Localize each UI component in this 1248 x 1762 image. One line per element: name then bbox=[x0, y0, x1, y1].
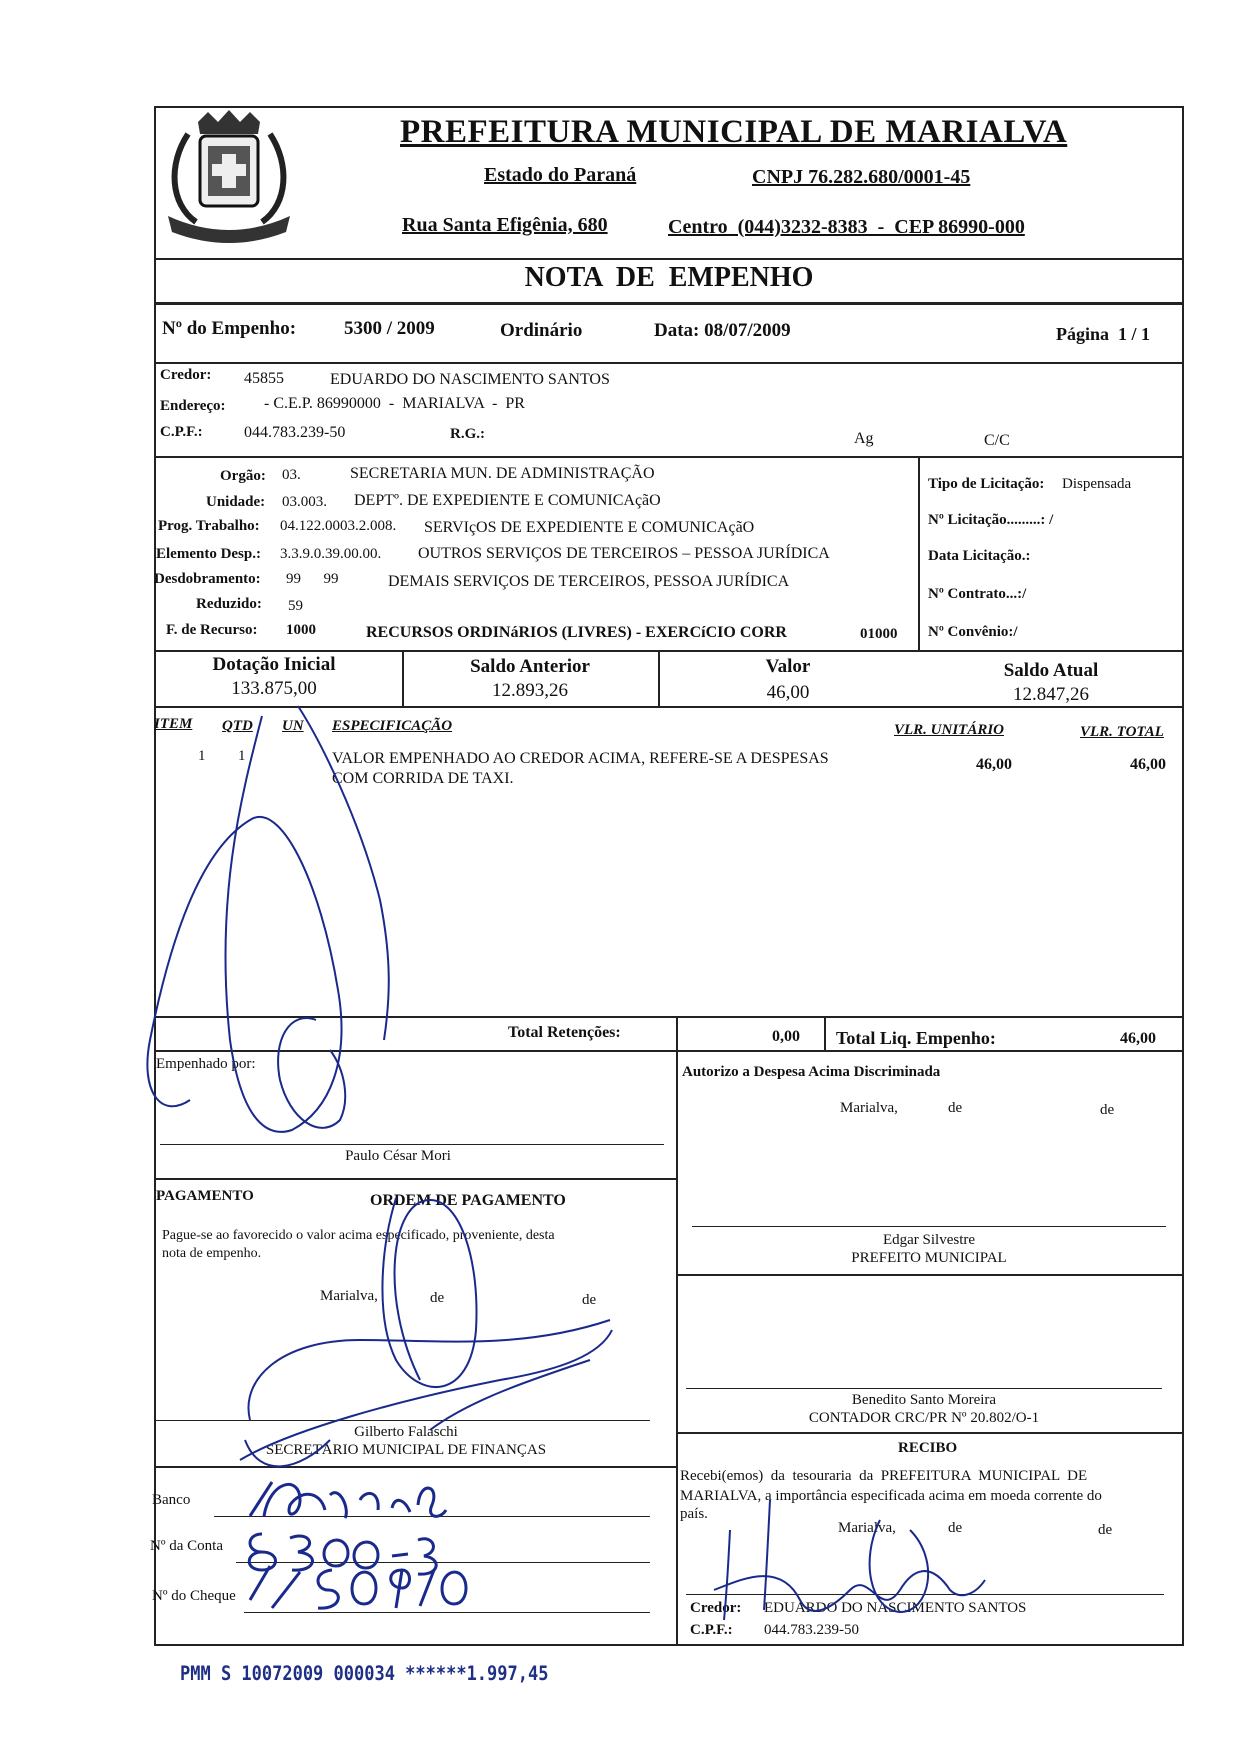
payment-text-line1: Pague-se ao favorecido o valor acima especificado, proveniente, desta bbox=[162, 1228, 555, 1243]
net-total-label: Total Liq. Empenho: bbox=[836, 1028, 996, 1048]
previous-balance-value: 12.893,26 bbox=[492, 680, 568, 701]
mayor-name: Edgar Silvestre bbox=[882, 1232, 976, 1248]
credor-cpf: 044.783.239-50 bbox=[244, 424, 346, 441]
desdobramento-name: DEMAIS SERVIÇOS DE TERCEIROS, PESSOA JURÍDICA bbox=[388, 573, 790, 590]
items-col-un: UN bbox=[282, 718, 304, 734]
logo-banner-text: MARIALVA bbox=[205, 212, 255, 228]
current-balance-label: Saldo Atual bbox=[1003, 660, 1099, 681]
current-balance-value: 12.847,26 bbox=[1013, 684, 1089, 705]
committed-by-name: Paulo César Mori bbox=[345, 1148, 451, 1164]
municipal-coat-of-arms-logo bbox=[158, 104, 300, 252]
payment-order-label: ORDEM DE PAGAMENTO bbox=[370, 1192, 566, 1209]
contract-number: Nº Contrato...:/ bbox=[928, 586, 1027, 602]
items-col-spec: ESPECIFICAÇÃO bbox=[332, 718, 453, 734]
item-quantity: 1 bbox=[238, 748, 246, 764]
empenho-type: Ordinário bbox=[500, 320, 583, 341]
address-field-label: Endereço: bbox=[160, 398, 226, 414]
elemento-code: 3.3.9.0.39.00.00. bbox=[280, 546, 382, 562]
receipt-title: RECIBO bbox=[898, 1440, 958, 1456]
credor-label: Credor: bbox=[160, 367, 212, 383]
licitacao-number: Nº Licitação.........: / bbox=[928, 512, 1054, 528]
receipt-creditor-label: Credor: bbox=[690, 1600, 742, 1616]
desdobramento-label: Desdobramento: bbox=[154, 571, 261, 587]
items-col-qtd: QTD bbox=[222, 718, 253, 734]
document-title: NOTA DE EMPENHO bbox=[524, 262, 814, 293]
item-number: 1 bbox=[198, 748, 206, 764]
initial-allocation-value: 133.875,00 bbox=[231, 678, 317, 699]
receipt-text-line3: país. bbox=[680, 1506, 708, 1522]
recurso-label: F. de Recurso: bbox=[166, 622, 258, 638]
licitacao-type-value: Dispensada bbox=[1062, 476, 1132, 492]
receipt-text-line1: Recebi(emos) da tesouraria da PREFEITURA MUNICIPAL DE bbox=[680, 1468, 1088, 1484]
payment-de-1: de bbox=[430, 1290, 445, 1306]
total-retentions-value: 0,00 bbox=[772, 1028, 800, 1045]
receipt-de-2: de bbox=[1098, 1522, 1113, 1538]
items-col-total-value: VLR. TOTAL bbox=[1080, 724, 1164, 740]
receipt-text-line2: MARIALVA, a importância especificada acima em moeda corrente do bbox=[680, 1488, 1102, 1504]
state-label: Estado do Paraná bbox=[484, 164, 637, 186]
orgao-code: 03. bbox=[282, 467, 301, 483]
authorize-place: Marialva, bbox=[840, 1100, 898, 1116]
item-spec-line1: VALOR EMPENHADO AO CREDOR ACIMA, REFERE-SE A DESPESAS bbox=[332, 750, 829, 767]
licitacao-date: Data Licitação.: bbox=[928, 548, 1031, 564]
unidade-name: DEPTº. DE EXPEDIENTE E COMUNICAçãO bbox=[354, 492, 661, 509]
recurso-code: 1000 bbox=[286, 622, 316, 638]
agency-label: Ag bbox=[854, 430, 874, 447]
finance-secretary-name: Gilberto Falaschi bbox=[354, 1424, 458, 1440]
previous-balance-label: Saldo Anterior bbox=[470, 656, 590, 677]
address-label: Rua Santa Efigênia, 680 bbox=[402, 214, 608, 236]
credor-code: 45855 bbox=[244, 370, 284, 387]
rg-label: R.G.: bbox=[450, 426, 485, 442]
payment-machine-stamp: PMM S 10072009 000034 ******1.997,45 bbox=[180, 1662, 549, 1686]
orgao-label: Orgão: bbox=[220, 468, 266, 484]
authorize-expense-label: Autorizo a Despesa Acima Discriminada bbox=[682, 1064, 941, 1080]
empenho-number-label: Nº do Empenho: bbox=[162, 318, 297, 339]
finance-secretary-role: SECRETÁRIO MUNICIPAL DE FINANÇAS bbox=[265, 1442, 547, 1458]
district-phone-cep: Centro (044)3232-8383 - CEP 86990-000 bbox=[668, 216, 1025, 238]
item-total-value: 46,00 bbox=[1130, 756, 1166, 773]
orgao-name: SECRETARIA MUN. DE ADMINISTRAÇÃO bbox=[350, 465, 655, 482]
account-label: C/C bbox=[984, 432, 1010, 449]
receipt-creditor-name: EDUARDO DO NASCIMENTO SANTOS bbox=[764, 1600, 1027, 1616]
item-unit-value: 46,00 bbox=[976, 756, 1012, 773]
page-indicator: Página 1 / 1 bbox=[1056, 324, 1151, 344]
accountant-role: CONTADOR CRC/PR Nº 20.802/O-1 bbox=[808, 1410, 1040, 1426]
prog-trabalho-label: Prog. Trabalho: bbox=[158, 518, 260, 534]
empenho-date: Data: 08/07/2009 bbox=[654, 320, 791, 341]
unidade-code: 03.003. bbox=[282, 494, 327, 510]
elemento-label: Elemento Desp.: bbox=[156, 546, 261, 562]
elemento-name: OUTROS SERVIÇOS DE TERCEIROS – PESSOA JURÍDICA bbox=[418, 545, 830, 562]
item-spec-line2: COM CORRIDA DE TAXI. bbox=[332, 770, 514, 787]
payment-text-line2: nota de empenho. bbox=[162, 1246, 262, 1261]
recurso-extra-code: 01000 bbox=[860, 626, 898, 642]
credor-address: - C.E.P. 86990000 - MARIALVA - PR bbox=[264, 395, 525, 412]
prog-trabalho-code: 04.122.0003.2.008. bbox=[280, 518, 397, 534]
desdobramento-code: 99 99 bbox=[286, 571, 339, 587]
cpf-label: C.P.F.: bbox=[160, 424, 203, 440]
value-label: Valor bbox=[765, 656, 811, 677]
account-number-label: Nº da Conta bbox=[150, 1538, 223, 1554]
net-total-value: 46,00 bbox=[1120, 1030, 1156, 1047]
prog-trabalho-name: SERVIçOS DE EXPEDIENTE E COMUNICAçãO bbox=[424, 519, 755, 536]
payment-label: PAGAMENTO bbox=[156, 1188, 254, 1204]
cnpj-label: CNPJ 76.282.680/0001-45 bbox=[752, 166, 971, 188]
reduzido-label: Reduzido: bbox=[196, 596, 262, 612]
receipt-cpf-value: 044.783.239-50 bbox=[764, 1622, 859, 1638]
licitacao-type-label: Tipo de Licitação: bbox=[928, 476, 1045, 492]
committed-by-label: Empenhado por: bbox=[156, 1056, 256, 1072]
value-amount: 46,00 bbox=[766, 682, 810, 703]
initial-allocation-label: Dotação Inicial bbox=[212, 654, 336, 675]
items-col-unit-value: VLR. UNITÁRIO bbox=[894, 722, 1005, 738]
accountant-name: Benedito Santo Moreira bbox=[851, 1392, 997, 1408]
receipt-de-1: de bbox=[948, 1520, 963, 1536]
authorize-de-2: de bbox=[1100, 1102, 1115, 1118]
convenio-number: Nº Convênio:/ bbox=[928, 624, 1018, 640]
unidade-label: Unidade: bbox=[206, 494, 266, 510]
payment-de-2: de bbox=[582, 1292, 597, 1308]
items-col-item: ITEM bbox=[154, 716, 193, 732]
mayor-role: PREFEITO MUNICIPAL bbox=[851, 1250, 1007, 1266]
payment-place: Marialva, bbox=[320, 1288, 378, 1304]
bank-label: Banco bbox=[152, 1492, 191, 1508]
reduzido-code: 59 bbox=[288, 598, 303, 614]
total-retentions-label: Total Retenções: bbox=[508, 1024, 621, 1041]
empenho-number: 5300 / 2009 bbox=[344, 318, 435, 339]
municipality-title: PREFEITURA MUNICIPAL DE MARIALVA bbox=[400, 114, 1068, 150]
credor-name: EDUARDO DO NASCIMENTO SANTOS bbox=[330, 371, 610, 388]
receipt-place: Marialva, bbox=[838, 1520, 896, 1536]
recurso-name: RECURSOS ORDINáRIOS (LIVRES) - EXERCíCIO CORR bbox=[366, 624, 787, 641]
check-number-label: Nº do Cheque bbox=[152, 1588, 236, 1604]
receipt-cpf-label: C.P.F.: bbox=[690, 1622, 733, 1638]
authorize-de-1: de bbox=[948, 1100, 963, 1116]
